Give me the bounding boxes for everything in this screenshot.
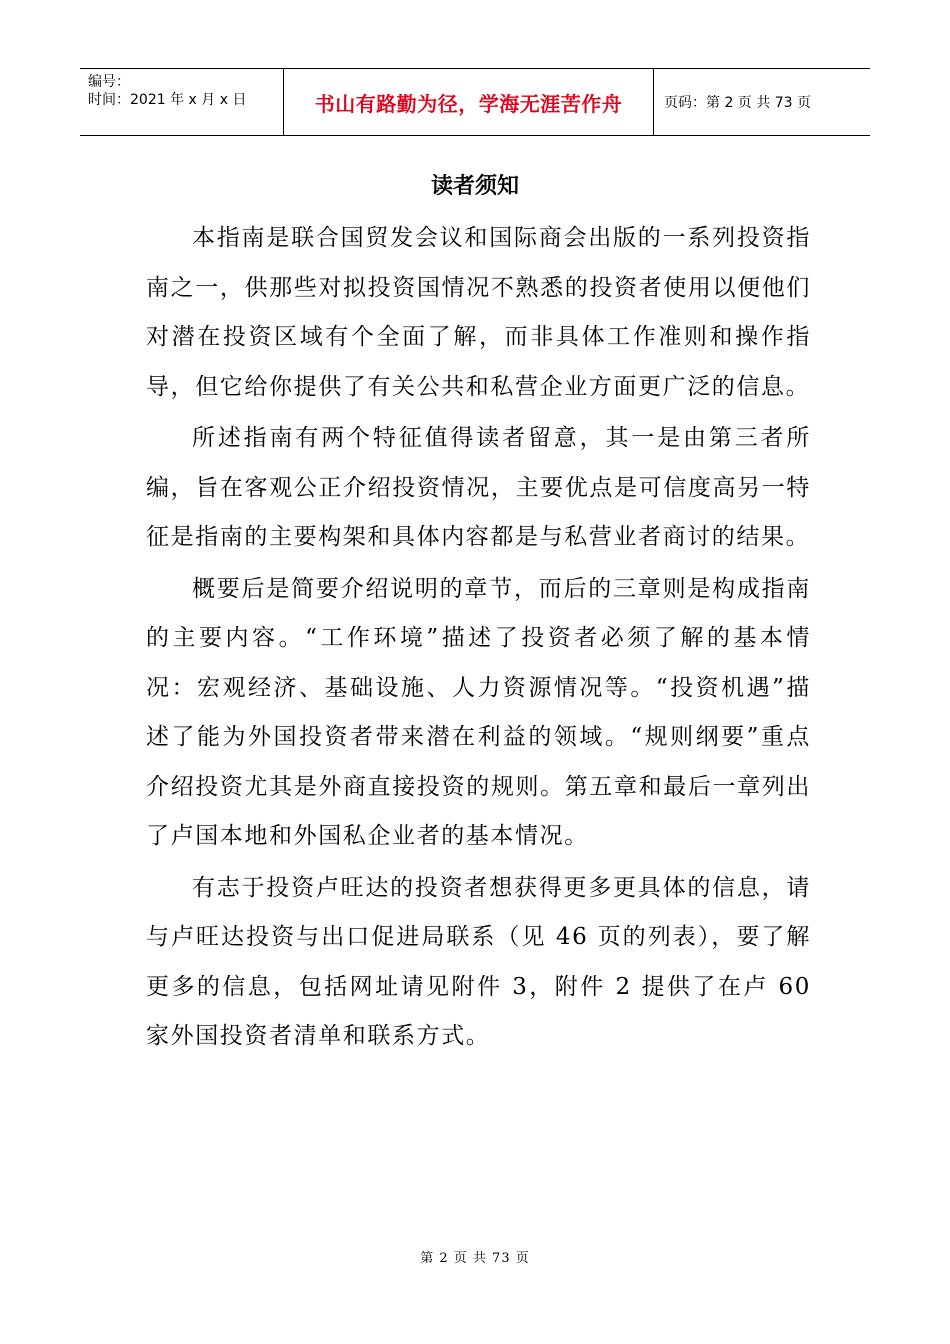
page-header (80, 68, 870, 136)
header-motto-cell (284, 69, 654, 135)
header-motto: 书山有路勤为径，学海无涯苦作舟 (314, 91, 623, 116)
paragraph: 概要后是简要介绍说明的章节，而后的三章则是构成指南的主要内容。“工作环境”描述了投资者必须了解的基本情况：宏观经济、基础设施、人力资源情况等。“投资机遇”描述了能为外国投资者带来潜在利益的领域。“规则纲要”重点介绍投资尤其是外商直接投资的规则。第五章和最后一章列出了卢国本地和外国私企业者的基本情况。 (146, 575, 811, 849)
paragraph: 有志于投资卢旺达的投资者想获得更多更具体的信息，请与卢旺达投资与出口促进局联系（见 46 页的列表），要了解更多的信息，包括网址请见附件 3，附件 2 提供了在卢 60 家外国投资者清单和联系方式。 (146, 874, 811, 1049)
paragraph: 所述指南有两个特征值得读者留意，其一是由第三者所编，旨在客观公正介绍投资情况，主要优点是可信度高另一特征是指南的主要构架和具体内容都是与私营业者商讨的结果。 (146, 425, 811, 550)
header-page-cell (654, 69, 870, 135)
header-page-info: 页码：第 2 页 共 73 页 (664, 95, 811, 111)
header-meta-cell (80, 69, 284, 135)
page-footer: 第 2 页 共 73 页 (420, 1251, 530, 1266)
document-body (146, 214, 811, 1064)
paragraph: 本指南是联合国贸发会议和国际商会出版的一系列投资指南之一，供那些对拟投资国情况不熟悉的投资者使用以便他们对潜在投资区域有个全面了解，而非具体工作准则和操作指导，但它给你提供了有关公共和私营企业方面更广泛的信息。 (146, 225, 811, 400)
date-line: 时间：2021 年 x 月 x 日 (88, 92, 247, 108)
document-title: 读者须知 (430, 173, 519, 199)
serial-number-label: 编号： (88, 74, 130, 90)
